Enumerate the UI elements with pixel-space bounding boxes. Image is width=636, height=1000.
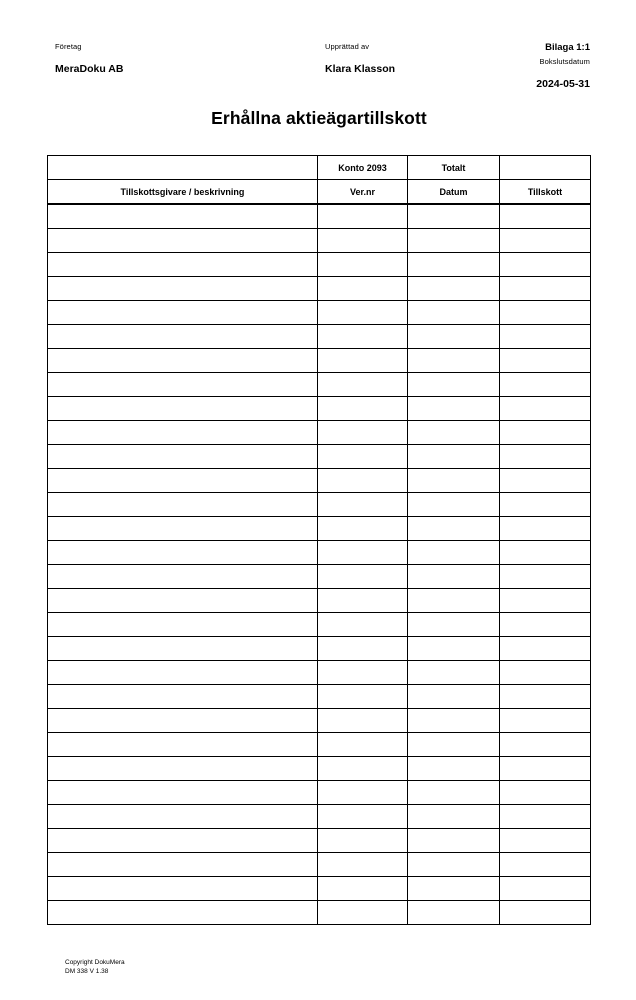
table-cell[interactable] — [408, 685, 500, 709]
table-cell[interactable] — [318, 829, 408, 853]
table-cell[interactable] — [408, 733, 500, 757]
table-cell[interactable] — [500, 877, 591, 901]
table-row[interactable] — [48, 805, 591, 829]
table-row[interactable] — [48, 421, 591, 445]
table-cell[interactable] — [48, 877, 318, 901]
table-cell[interactable] — [318, 445, 408, 469]
company-value: MeraDoku AB — [55, 63, 124, 75]
footer-copyright: Copyright DokuMera — [65, 959, 125, 966]
table-cell[interactable] — [500, 661, 591, 685]
document-footer — [65, 958, 125, 976]
table-cell[interactable] — [408, 757, 500, 781]
table-cell[interactable] — [318, 805, 408, 829]
table-row[interactable] — [48, 565, 591, 589]
table-cell[interactable] — [318, 301, 408, 325]
table-cell[interactable] — [48, 709, 318, 733]
table-cell[interactable] — [318, 877, 408, 901]
table-cell[interactable] — [408, 541, 500, 565]
table-cell[interactable] — [48, 589, 318, 613]
table-cell[interactable] — [408, 349, 500, 373]
table-cell[interactable] — [408, 589, 500, 613]
table-cell[interactable] — [48, 229, 318, 253]
table-cell[interactable] — [48, 253, 318, 277]
table-cell[interactable] — [500, 421, 591, 445]
table-row[interactable] — [48, 469, 591, 493]
table-cell[interactable] — [500, 613, 591, 637]
table-cell[interactable] — [408, 229, 500, 253]
table-cell[interactable] — [318, 757, 408, 781]
table-cell[interactable] — [408, 517, 500, 541]
table-cell[interactable] — [408, 204, 500, 229]
table-cell[interactable] — [408, 853, 500, 877]
table-row[interactable] — [48, 349, 591, 373]
table-cell[interactable] — [408, 805, 500, 829]
table-cell[interactable] — [500, 445, 591, 469]
preparer-label: Upprättad av — [325, 42, 370, 51]
header-cell-tillskott: Tillskott — [500, 180, 591, 205]
table-row[interactable] — [48, 397, 591, 421]
table-cell[interactable] — [318, 277, 408, 301]
table-cell[interactable] — [318, 589, 408, 613]
table-cell[interactable] — [318, 781, 408, 805]
table-row[interactable] — [48, 757, 591, 781]
table-cell[interactable] — [500, 517, 591, 541]
table-cell[interactable] — [500, 709, 591, 733]
footer-version: DM 338 V 1.38 — [65, 968, 109, 975]
table-cell[interactable] — [500, 757, 591, 781]
table-row[interactable] — [48, 709, 591, 733]
table-cell[interactable] — [318, 709, 408, 733]
table-cell[interactable] — [408, 661, 500, 685]
table-cell[interactable] — [48, 637, 318, 661]
table-cell[interactable] — [500, 469, 591, 493]
table-row[interactable] — [48, 829, 591, 853]
table-cell[interactable] — [408, 781, 500, 805]
table-cell[interactable] — [48, 349, 318, 373]
table-cell[interactable] — [500, 589, 591, 613]
table-row[interactable] — [48, 901, 591, 925]
table-cell[interactable] — [318, 373, 408, 397]
table-cell[interactable] — [48, 805, 318, 829]
table-cell[interactable] — [408, 445, 500, 469]
closing-date-label: Bokslutsdatum — [539, 57, 590, 66]
table-cell[interactable] — [500, 901, 591, 925]
table-cell[interactable] — [500, 253, 591, 277]
table-cell[interactable] — [408, 709, 500, 733]
table-cell[interactable] — [408, 421, 500, 445]
table-row[interactable] — [48, 541, 591, 565]
table-cell[interactable] — [500, 301, 591, 325]
table-cell[interactable] — [408, 613, 500, 637]
table-cell[interactable] — [48, 901, 318, 925]
table-cell[interactable] — [500, 349, 591, 373]
table-cell[interactable] — [500, 829, 591, 853]
header-cell-konto: Konto 2093 — [318, 156, 408, 180]
table-cell[interactable] — [500, 325, 591, 349]
table-cell[interactable] — [48, 445, 318, 469]
table-cell[interactable] — [408, 373, 500, 397]
table-cell[interactable] — [500, 853, 591, 877]
table-cell[interactable] — [408, 253, 500, 277]
table-cell[interactable] — [318, 349, 408, 373]
table-cell[interactable] — [500, 397, 591, 421]
table-cell[interactable] — [500, 733, 591, 757]
table-cell[interactable] — [408, 325, 500, 349]
header-cell-givare: Tillskottsgivare / beskrivning — [48, 180, 318, 205]
table-cell[interactable] — [48, 781, 318, 805]
table-row[interactable] — [48, 733, 591, 757]
table-row[interactable] — [48, 589, 591, 613]
table-cell[interactable] — [318, 325, 408, 349]
table-cell[interactable] — [318, 541, 408, 565]
table-cell[interactable] — [318, 733, 408, 757]
table-cell[interactable] — [408, 565, 500, 589]
table-cell[interactable] — [48, 493, 318, 517]
table-cell[interactable] — [48, 325, 318, 349]
page-title: Erhållna aktieägartillskott — [211, 108, 427, 128]
table-row[interactable] — [48, 853, 591, 877]
table-cell[interactable] — [408, 277, 500, 301]
table-cell[interactable] — [408, 493, 500, 517]
table-cell[interactable] — [48, 397, 318, 421]
table-cell[interactable] — [48, 517, 318, 541]
table-cell[interactable] — [500, 565, 591, 589]
table-row[interactable] — [48, 781, 591, 805]
table-header-row-1 — [48, 156, 591, 180]
header-cell-vernr: Ver.nr — [318, 180, 408, 205]
table-header-row-2 — [48, 180, 591, 205]
table-row[interactable] — [48, 637, 591, 661]
table-cell[interactable] — [500, 229, 591, 253]
table-cell[interactable] — [48, 204, 318, 229]
table-cell[interactable] — [318, 517, 408, 541]
table-cell[interactable] — [48, 373, 318, 397]
table-cell[interactable] — [408, 397, 500, 421]
table-cell[interactable] — [48, 469, 318, 493]
table-cell[interactable] — [48, 613, 318, 637]
table-cell[interactable] — [318, 229, 408, 253]
table-cell[interactable] — [500, 493, 591, 517]
header-cell — [500, 156, 591, 180]
table-cell[interactable] — [318, 469, 408, 493]
table-cell[interactable] — [48, 733, 318, 757]
table-cell[interactable] — [500, 204, 591, 229]
contributions-table — [47, 155, 590, 925]
table-cell[interactable] — [318, 685, 408, 709]
table-cell[interactable] — [318, 397, 408, 421]
table-row[interactable] — [48, 373, 591, 397]
table-row[interactable] — [48, 253, 591, 277]
table-cell[interactable] — [500, 685, 591, 709]
table-row[interactable] — [48, 445, 591, 469]
table-row[interactable] — [48, 877, 591, 901]
table-cell[interactable] — [48, 421, 318, 445]
table-cell[interactable] — [48, 829, 318, 853]
header-cell — [48, 156, 318, 180]
table-row[interactable] — [48, 277, 591, 301]
table-cell[interactable] — [318, 565, 408, 589]
table-row[interactable] — [48, 325, 591, 349]
table-row[interactable] — [48, 661, 591, 685]
table-cell[interactable] — [48, 757, 318, 781]
header-cell-totalt: Totalt — [408, 156, 500, 180]
table-cell[interactable] — [408, 469, 500, 493]
table-cell[interactable] — [500, 373, 591, 397]
table-cell[interactable] — [48, 685, 318, 709]
closing-date-value: 2024-05-31 — [536, 78, 590, 90]
company-label: Företag — [55, 42, 82, 51]
preparer-value: Klara Klasson — [325, 63, 396, 75]
table-cell[interactable] — [500, 805, 591, 829]
table-row[interactable] — [48, 204, 591, 229]
table-cell[interactable] — [500, 541, 591, 565]
table-cell[interactable] — [318, 613, 408, 637]
appendix-label: Bilaga 1:1 — [545, 42, 590, 53]
table-cell[interactable] — [48, 853, 318, 877]
table-row[interactable] — [48, 613, 591, 637]
document-header — [48, 42, 590, 98]
table-cell[interactable] — [500, 781, 591, 805]
table-cell[interactable] — [318, 421, 408, 445]
table-cell[interactable] — [318, 253, 408, 277]
table-cell[interactable] — [408, 301, 500, 325]
table-cell[interactable] — [318, 853, 408, 877]
table-cell[interactable] — [408, 829, 500, 853]
table-cell[interactable] — [318, 637, 408, 661]
table-cell[interactable] — [48, 277, 318, 301]
preparer-block — [325, 42, 395, 76]
table-cell[interactable] — [318, 204, 408, 229]
table-cell[interactable] — [48, 301, 318, 325]
appendix-block — [505, 42, 590, 91]
table-row[interactable] — [48, 685, 591, 709]
table-cell[interactable] — [500, 277, 591, 301]
table-cell[interactable] — [500, 637, 591, 661]
table-cell[interactable] — [408, 877, 500, 901]
header-cell-datum: Datum — [408, 180, 500, 205]
company-block — [55, 42, 123, 76]
table-row[interactable] — [48, 493, 591, 517]
table-cell[interactable] — [318, 661, 408, 685]
table-cell[interactable] — [48, 661, 318, 685]
table-cell[interactable] — [408, 637, 500, 661]
table-row[interactable] — [48, 301, 591, 325]
table-cell[interactable] — [48, 541, 318, 565]
table-row[interactable] — [48, 517, 591, 541]
table-cell[interactable] — [408, 901, 500, 925]
table-cell[interactable] — [318, 901, 408, 925]
table-row[interactable] — [48, 229, 591, 253]
table-cell[interactable] — [48, 565, 318, 589]
table-cell[interactable] — [318, 493, 408, 517]
